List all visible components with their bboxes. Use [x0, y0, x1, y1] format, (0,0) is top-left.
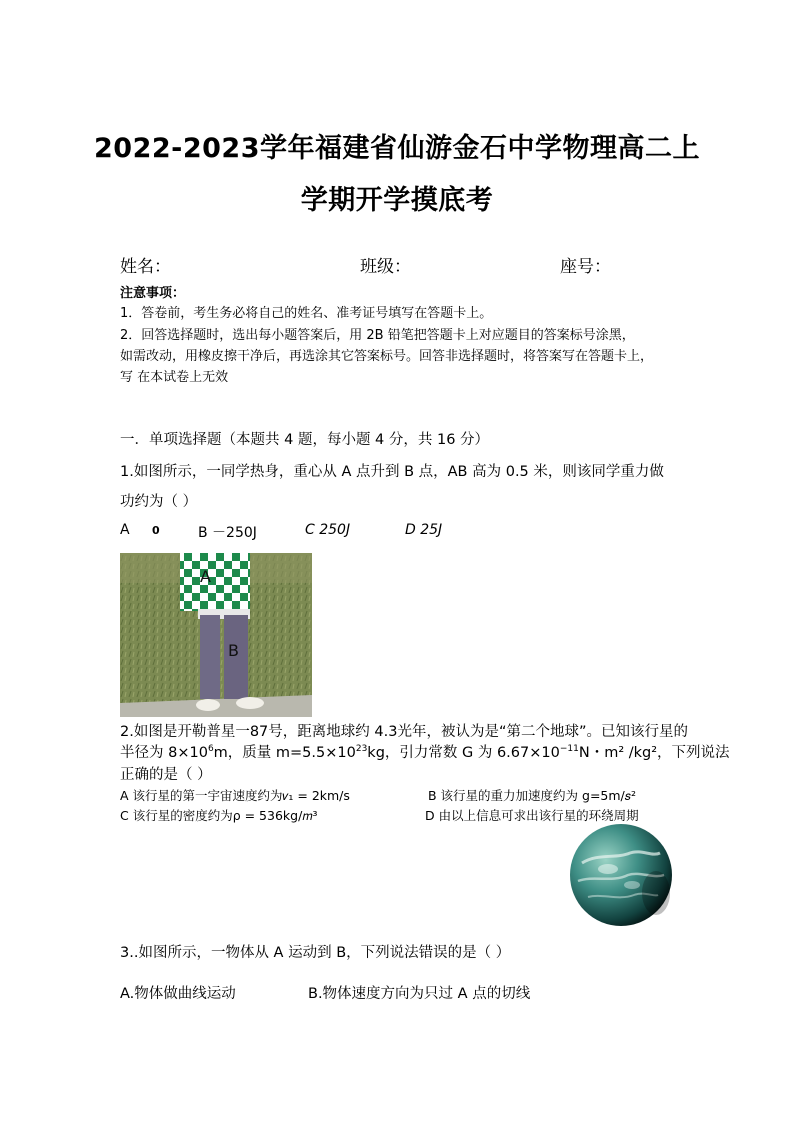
- q3-stem: 3..如图所示，一物体从 A 运动到 B，下列说法错误的是（ ）: [120, 945, 511, 961]
- planet-illustration: [568, 823, 674, 926]
- q2-option-c-text: C 该行星的密度约为ρ = 536kg/: [120, 808, 303, 823]
- warmup-photo-illustration: [120, 553, 312, 717]
- q1-option-b: B －250J: [198, 525, 257, 541]
- q2-stem-line1: 2.如图是开勒普星一87号，距离地球约 4.3光年，被认为是“第二个地球”。已知该行星的: [120, 724, 688, 740]
- q2-stem-line3: 正确的是（ ）: [120, 767, 212, 783]
- photo-point-b: B: [228, 641, 239, 660]
- q1-photo: [120, 553, 312, 717]
- name-field-label: 姓名：: [120, 257, 171, 277]
- q2-option-b: [428, 786, 636, 804]
- notice-item-1: 1．答卷前，考生务必将自己的姓名、准考证号填写在答题卡上。: [120, 306, 493, 321]
- q2-option-b-text: B 该行星的重力加速度约为 g=5m/: [428, 788, 625, 803]
- q2-option-a: A 该行星的第一宇宙速度约为𝑣₁ = 2km/s: [120, 788, 350, 803]
- q1-stem-line2: 功约为（ ）: [120, 494, 198, 510]
- q2-mass-exponent: 23: [355, 744, 368, 755]
- notice-item-2a: 2．回答选择题时，选出每小题答案后，用 2B 铅笔把答题卡上对应题目的答案标号涂黑，: [120, 328, 635, 343]
- planet-image: [568, 823, 674, 926]
- q1-option-c: C 250J: [305, 522, 351, 538]
- q2-stem-line2: [120, 741, 730, 762]
- seat-field-label: 座号：: [560, 257, 611, 277]
- q1-option-a-value: 0: [152, 524, 160, 537]
- q2-option-c: [120, 806, 317, 824]
- q2-mass-text: m，质量 m=5.5×10: [213, 745, 356, 761]
- q3-option-a: A.物体做曲线运动: [120, 986, 236, 1002]
- q1-option-a-label: A: [120, 522, 130, 538]
- page-title: 2022-2023学年福建省仙游金石中学物理高二上: [94, 133, 700, 164]
- q2-radius-text: 半径为 8×10: [120, 745, 208, 761]
- q3-option-b: B.物体速度方向为只过 A 点的切线: [308, 986, 531, 1002]
- notice-heading: 注意事项：: [120, 286, 186, 301]
- photo-point-a: A: [200, 567, 211, 586]
- section-heading: 一．单项选择题（本题共 4 题，每小题 4 分，共 16 分）: [120, 432, 490, 448]
- q2-option-d: D 由以上信息可求出该行星的环绕周期: [425, 808, 639, 823]
- q1-option-d: D 25J: [405, 522, 443, 538]
- q1-stem-line1: 1.如图所示，一同学热身，重心从 A 点升到 B 点，AB 高为 0.5 米，则该同学重力做: [120, 464, 664, 480]
- q2-gravity-exponent: −11: [559, 744, 579, 755]
- q2-radius-exponent: 6: [207, 744, 214, 755]
- notice-item-2b: 如需改动，用橡皮擦干净后，再选涂其它答案标号。回答非选择题时，将答案写在答题卡上，: [120, 349, 654, 364]
- notice-item-2c: 写 在本试卷上无效: [120, 370, 229, 385]
- q2-option-b-unit: 𝑠²: [624, 788, 636, 803]
- page-subtitle: 学期开学摸底考: [300, 185, 494, 216]
- class-field-label: 班级：: [360, 257, 411, 277]
- q2-gravity-text: kg，引力常数 G 为 6.67×10: [367, 745, 560, 761]
- q2-option-c-unit: 𝑚³: [302, 808, 318, 823]
- q2-units-text: N・m² /kg²，下列说法: [578, 745, 730, 761]
